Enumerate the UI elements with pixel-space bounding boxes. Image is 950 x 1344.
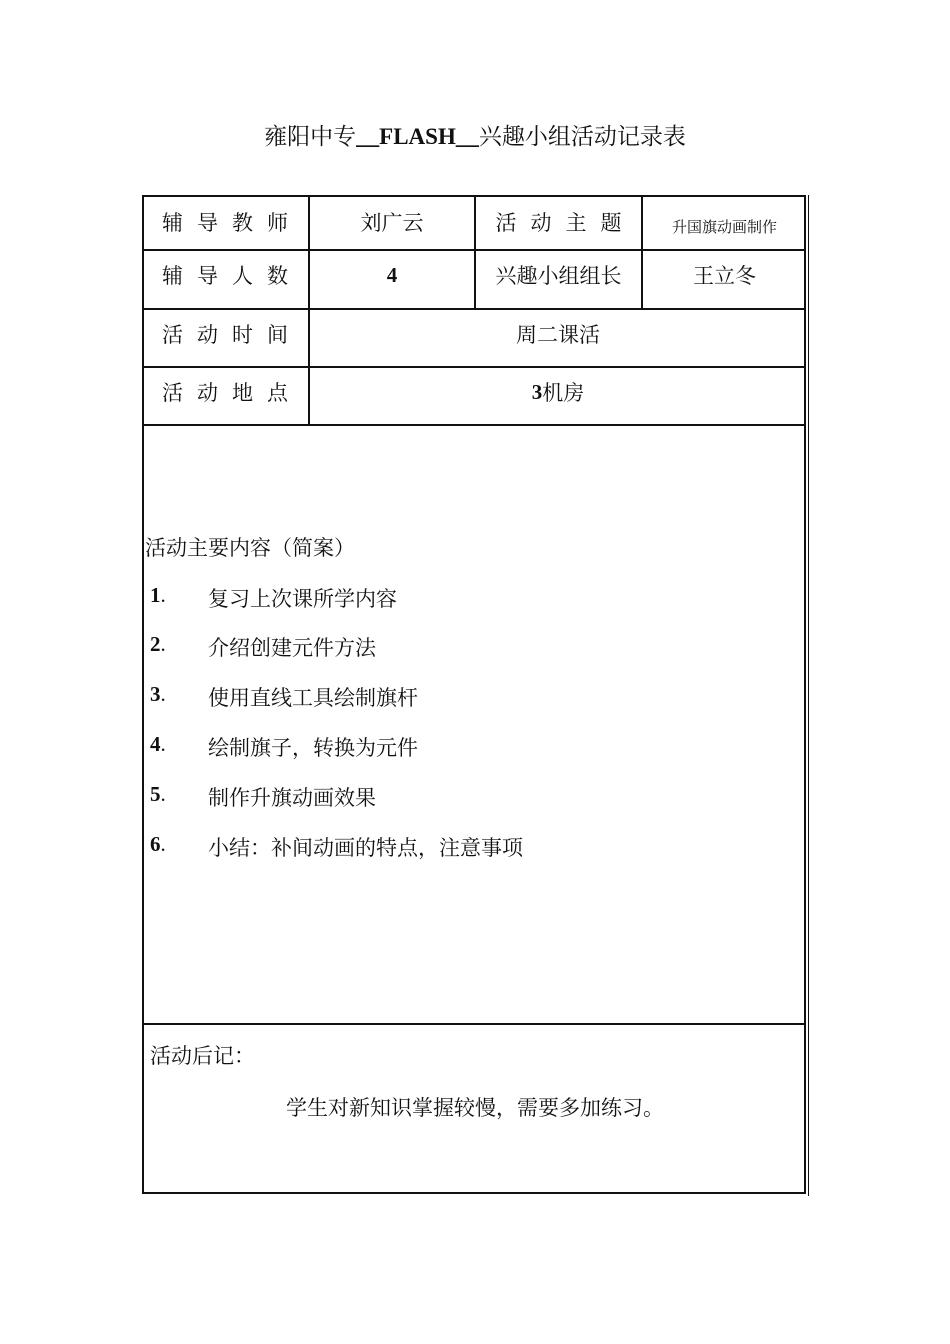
item-number: 5 xyxy=(150,782,161,806)
item-text: 使用直线工具绘制旗杆 xyxy=(208,686,418,710)
row-divider-4 xyxy=(142,424,806,426)
page-title xyxy=(0,118,950,151)
item-number: 6 xyxy=(150,832,161,856)
theme-label: 活动主题 xyxy=(495,211,636,235)
content-item-5: 5. 制作升旗动画效果 xyxy=(150,782,376,810)
row-divider-5 xyxy=(142,1023,806,1025)
afterword-label: 活动后记： xyxy=(150,1044,255,1068)
content-item-1: 1. 复习上次课所学内容 xyxy=(150,583,397,611)
content-item-2: 2. 介绍创建元件方法 xyxy=(150,632,376,660)
count-label: 辅导人数 xyxy=(162,264,302,288)
item-number: 4 xyxy=(150,732,161,756)
content-item-6: 6. 小结：补间动画的特点，注意事项 xyxy=(150,832,523,860)
item-number: 1 xyxy=(150,583,161,607)
count-value-cell xyxy=(310,249,474,301)
leader-label: 兴趣小组组长 xyxy=(495,264,622,288)
place-value-cell xyxy=(310,366,806,418)
theme-value-cell xyxy=(643,199,806,253)
time-value: 周二课活 xyxy=(516,323,600,347)
item-number: 2 xyxy=(150,632,161,656)
item-number: 3 xyxy=(150,682,161,706)
content-heading: 活动主要内容（简案） xyxy=(145,536,355,560)
leader-value: 王立冬 xyxy=(693,264,756,288)
teacher-value: 刘广云 xyxy=(360,211,424,235)
teacher-value-cell xyxy=(310,195,474,249)
item-text: 小结：补间动画的特点，注意事项 xyxy=(208,836,523,860)
title-suffix: 兴趣小组活动记录表 xyxy=(478,124,686,150)
afterword-text: 学生对新知识掌握较慢，需要多加练习。 xyxy=(286,1096,664,1120)
content-item-3: 3. 使用直线工具绘制旗杆 xyxy=(150,682,418,710)
time-value-cell xyxy=(310,308,806,360)
theme-value: 升国旗动画制作 xyxy=(671,217,777,236)
time-label: 活动时间 xyxy=(162,323,302,347)
teacher-label-cell xyxy=(142,195,308,249)
count-label-cell xyxy=(142,249,308,301)
item-text: 制作升旗动画效果 xyxy=(208,786,376,810)
item-text: 绘制旗子，转换为元件 xyxy=(208,736,418,760)
form-right-edge xyxy=(808,195,809,1196)
count-value: 4 xyxy=(386,262,398,287)
place-label: 活动地点 xyxy=(162,381,302,405)
teacher-label: 辅导教师 xyxy=(162,211,302,235)
place-value-text: 机房 xyxy=(542,381,585,405)
time-label-cell xyxy=(142,308,308,360)
place-label-cell xyxy=(142,366,308,418)
leader-label-cell xyxy=(476,249,641,301)
item-text: 介绍创建元件方法 xyxy=(208,636,376,660)
leader-value-cell xyxy=(643,249,806,301)
place-value-number: 3 xyxy=(531,379,543,404)
content-item-4: 4. 绘制旗子，转换为元件 xyxy=(150,732,418,760)
title-prefix: 雍阳中专 xyxy=(264,124,357,150)
title-middle: __FLASH__ xyxy=(356,124,479,149)
theme-label-cell xyxy=(476,195,641,249)
item-text: 复习上次课所学内容 xyxy=(208,587,397,611)
